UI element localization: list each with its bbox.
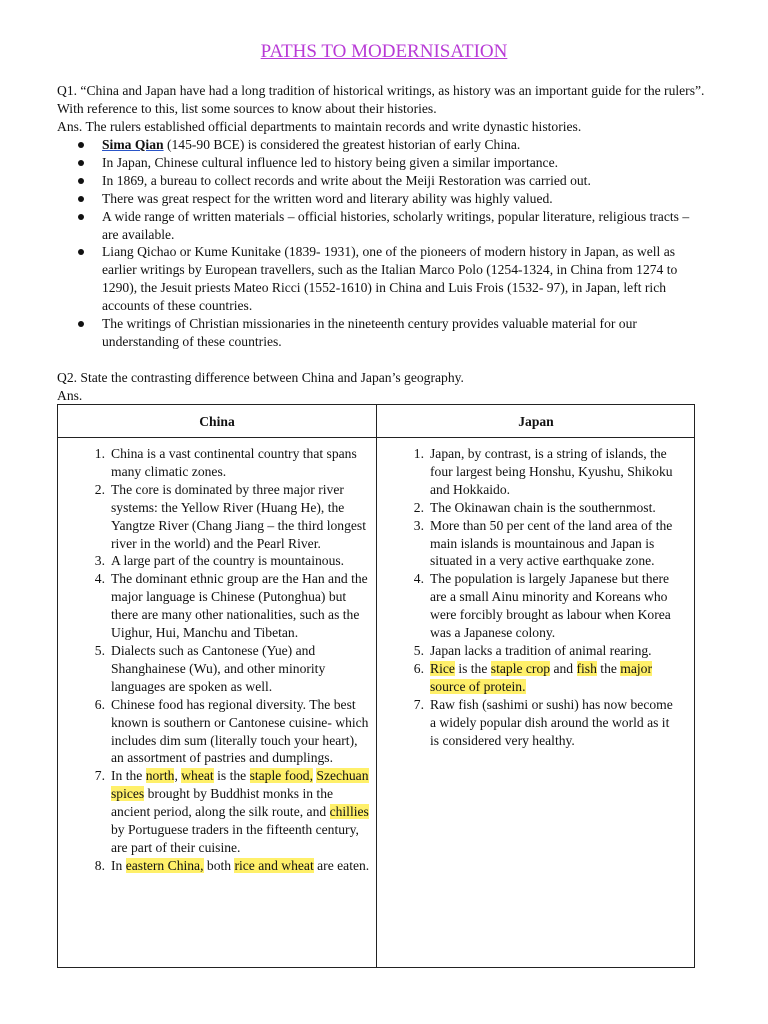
- table-row: 3. A large part of the country is mountainous.: [94, 553, 345, 569]
- highlight: major source of protein.: [430, 660, 653, 694]
- table-row: 1. Japan, by contrast, is a string of islands, the four largest being Honshu, Kyushu, Shikoku and Hokkaido.: [413, 446, 673, 497]
- highlight: wheat: [181, 768, 214, 784]
- highlight: chillies: [329, 804, 369, 820]
- highlight: fish: [576, 660, 597, 676]
- list-item: In Japan, Chinese cultural influence led to history being given a similar importance.: [57, 154, 707, 172]
- highlight: north: [145, 768, 175, 784]
- highlight: eastern China,: [125, 857, 204, 873]
- list-item: There was great respect for the written word and literary ability was highly valued.: [57, 190, 707, 208]
- highlight: staple crop: [490, 660, 551, 676]
- header-japan: Japan: [518, 414, 554, 429]
- list-item: The writings of Christian missionaries in the nineteenth century provides valuable material for our understanding of these countries.: [57, 315, 707, 351]
- table-row: 1. China is a vast continental country that spans many climatic zones.: [94, 446, 357, 479]
- page-title: PATHS TO MODERNISATION: [260, 41, 508, 62]
- china-list: [94, 445, 371, 875]
- table-row: 4. The dominant ethnic group are the Han and the major language is Chinese (Putonghua) but there are many other nationalities, such as the Uighur, Hui, Manchu and Tibetan.: [94, 571, 368, 641]
- column-divider: [376, 405, 377, 967]
- japan-list: [413, 445, 675, 749]
- table-row: 3. More than 50 per cent of the land area of the main islands is mountainous and Japan is situated in a very active earthquake zone.: [413, 517, 673, 569]
- highlight: staple food,: [249, 768, 314, 784]
- table-row: 7. In the north, wheat is the staple food, Szechuan spices brought by Buddhist monks in the ancient period, along the silk route, and chillies by Portuguese traders in the fifteenth century, are part of their cuisine.: [94, 768, 369, 855]
- comparison-table: [57, 404, 695, 968]
- answer-1-bullets: [57, 136, 707, 351]
- list-item: In 1869, a bureau to collect records and write about the Meiji Restoration was carried out.: [57, 172, 707, 190]
- answer-2-label: Ans.: [57, 388, 83, 403]
- highlight: Rice: [430, 660, 455, 676]
- list-item: Sima Qian (145-90 BCE) is considered the greatest historian of early China.: [57, 136, 707, 154]
- table-row: 4. The population is largely Japanese but there are a small Ainu minority and Koreans who were forcibly brought as labour when Korea was a Japanese colony.: [413, 571, 671, 641]
- answer-1-intro: Ans. The rulers established official departments to maintain records and write dynastic histories.: [57, 119, 582, 134]
- table-row: 8. In eastern China, both rice and wheat are eaten.: [94, 857, 370, 873]
- sima-qian-name: Sima Qian: [102, 137, 164, 152]
- list-item: A wide range of written materials – official histories, scholarly writings, popular literature, religious tracts – are available.: [57, 208, 707, 244]
- list-item: Liang Qichao or Kume Kunitake (1839- 1931), one of the pioneers of modern history in Japan, as well as earlier writings by European travellers, such as the Italian Marco Polo (1254-1324, in China from 1274 to 1290), the Jesuit priests Mateo Ricci (1552-1610) in China and Luis Frois (1532- 97), in Japan, left rich accounts of these countries.: [57, 243, 707, 315]
- table-row: 6. Rice is the staple crop and fish the major source of protein.: [413, 660, 653, 694]
- header-china: China: [199, 414, 235, 429]
- table-row: 5. Japan lacks a tradition of animal rearing.: [413, 642, 652, 658]
- highlight: rice and wheat: [234, 857, 314, 873]
- header-divider: [58, 437, 694, 438]
- table-row: 2. The Okinawan chain is the southernmost.: [413, 499, 656, 515]
- table-row: 6. Chinese food has regional diversity. The best known is southern or Cantonese cuisine- which includes dim sum (literally touch your heart), an assortment of pastries and dumplings.: [94, 696, 369, 766]
- highlight: Szechuan spices: [111, 768, 369, 802]
- question-1: Q1. “China and Japan have had a long tradition of historical writings, as history was an important guide for the rulers”. With reference to this, list some sources to know about their histories.: [57, 83, 705, 116]
- table-row: 5. Dialects such as Cantonese (Yue) and Shanghainese (Wu), and other minority languages are spoken as well.: [94, 642, 326, 694]
- table-row: 7. Raw fish (sashimi or sushi) has now become a widely popular dish around the world as it is considered very healthy.: [413, 696, 673, 748]
- table-row: 2. The core is dominated by three major river systems: the Yellow River (Huang He), the Yangtze River (Chang Jiang – the third longest river in the world) and the Pearl River.: [94, 481, 366, 551]
- question-2: Q2. State the contrasting difference between China and Japan’s geography.: [57, 370, 464, 385]
